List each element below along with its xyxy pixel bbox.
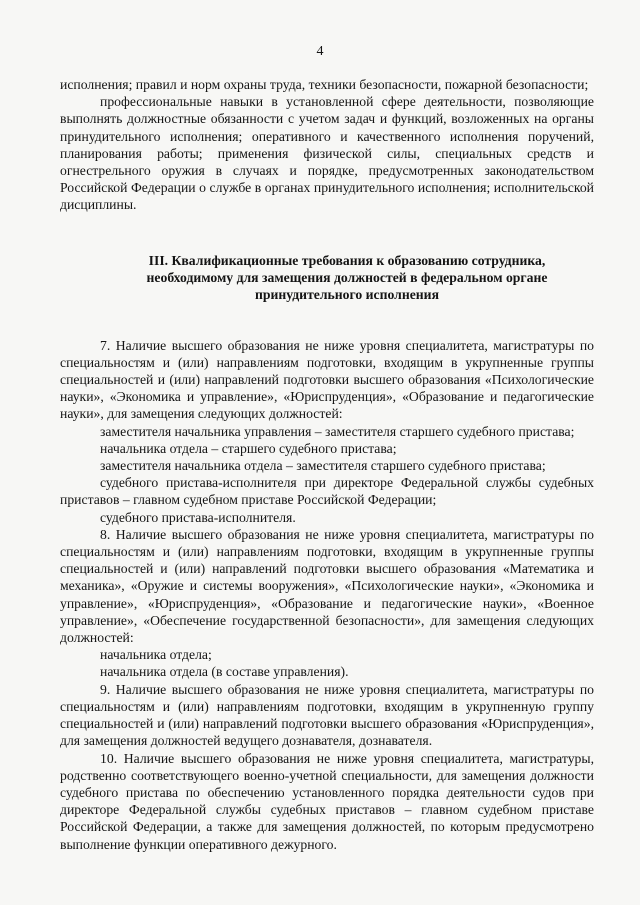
clause-7-position: заместителя начальника управления – заместителя старшего судебного пристава;	[100, 423, 575, 439]
document-body	[60, 76, 594, 853]
clause-10-text: 10. Наличие высшего образования не ниже уровня специалитета, магистратуры, родственно соответствующего военно-учетной специальности, для замещения должности судебного пристава по обеспечению установленного порядка деятельности судов при директоре Федеральной службы судебных приставов – главном судебном приставе Российской Федерации, а также для замещения должностей, по которым предусмотрено выполнение функции оперативного дежурного.	[60, 750, 594, 852]
intro-paragraph-skills: профессиональные навыки в установленной сфере деятельности, позволяющие выполнять должностные обязанности с учетом задач и функций, возложенных на органы принудительного исполнения; оперативного и качественного исполнения поручений, планирования работы; применения физической силы, специальных средств и огнестрельного оружия в случаях и порядке, предусмотренных законодательством Российской Федерации о службе в органах принудительного исполнения; исполнительской дисциплины.	[60, 94, 594, 213]
clause-7-text: 7. Наличие высшего образования не ниже уровня специалитета, магистратуры по специальностям и (или) направлениям подготовки, входящим в укрупненные группы специальностей и (или) направлений подготовки высшего образования «Психологические науки», «Экономика и управление», «Юриспруденция», «Образование и педагогические науки», для замещения следующих должностей:	[60, 337, 594, 422]
clause-8-position: начальника отдела;	[100, 647, 212, 663]
intro-paragraph-continuation: исполнения; правил и норм охраны труда, техники безопасности, пожарной безопасности;	[60, 77, 589, 92]
section-heading-line-1: III. Квалификационные требования к образованию сотрудника,	[148, 252, 546, 268]
section-heading	[60, 252, 594, 303]
clause-9-text: 9. Наличие высшего образования не ниже уровня специалитета, магистратуры по специальностям и (или) направлениям подготовки, входящим в укрупненную группу специальностей и (или) направлений подготовки высшего образования «Юриспруденция», для замещения должностей ведущего дознавателя, дознавателя.	[60, 681, 594, 749]
clause-8-position: начальника отдела (в составе управления).	[100, 664, 349, 680]
page-number: 4	[316, 44, 324, 59]
section-heading-line-2: необходимому для замещения должностей в федеральном органе	[146, 269, 548, 285]
clause-7-position: судебного пристава-исполнителя при директоре Федеральной службы судебных приставов – главном судебном приставе Российской Федерации;	[60, 475, 594, 508]
clause-7-position: начальника отдела – старшего судебного пристава;	[100, 440, 397, 456]
section-heading-line-3: принудительного исполнения	[255, 286, 439, 302]
clause-7-position: судебного пристава-исполнителя.	[100, 509, 296, 525]
clause-8-text: 8. Наличие высшего образования не ниже уровня специалитета, магистратуры по специальностям и (или) направлениям подготовки, входящим в укрупненные группы специальностей и (или) направлений подготовки высшего образования «Математика и механика», «Оружие и системы вооружения», «Психологические науки», «Экономика и управление», «Юриспруденция», «Образование и педагогические науки», «Военное управление», «Обеспечение государственной безопасности», для замещения следующих должностей:	[60, 526, 594, 646]
clause-7-position: заместителя начальника отдела – заместителя старшего судебного пристава;	[100, 458, 546, 474]
